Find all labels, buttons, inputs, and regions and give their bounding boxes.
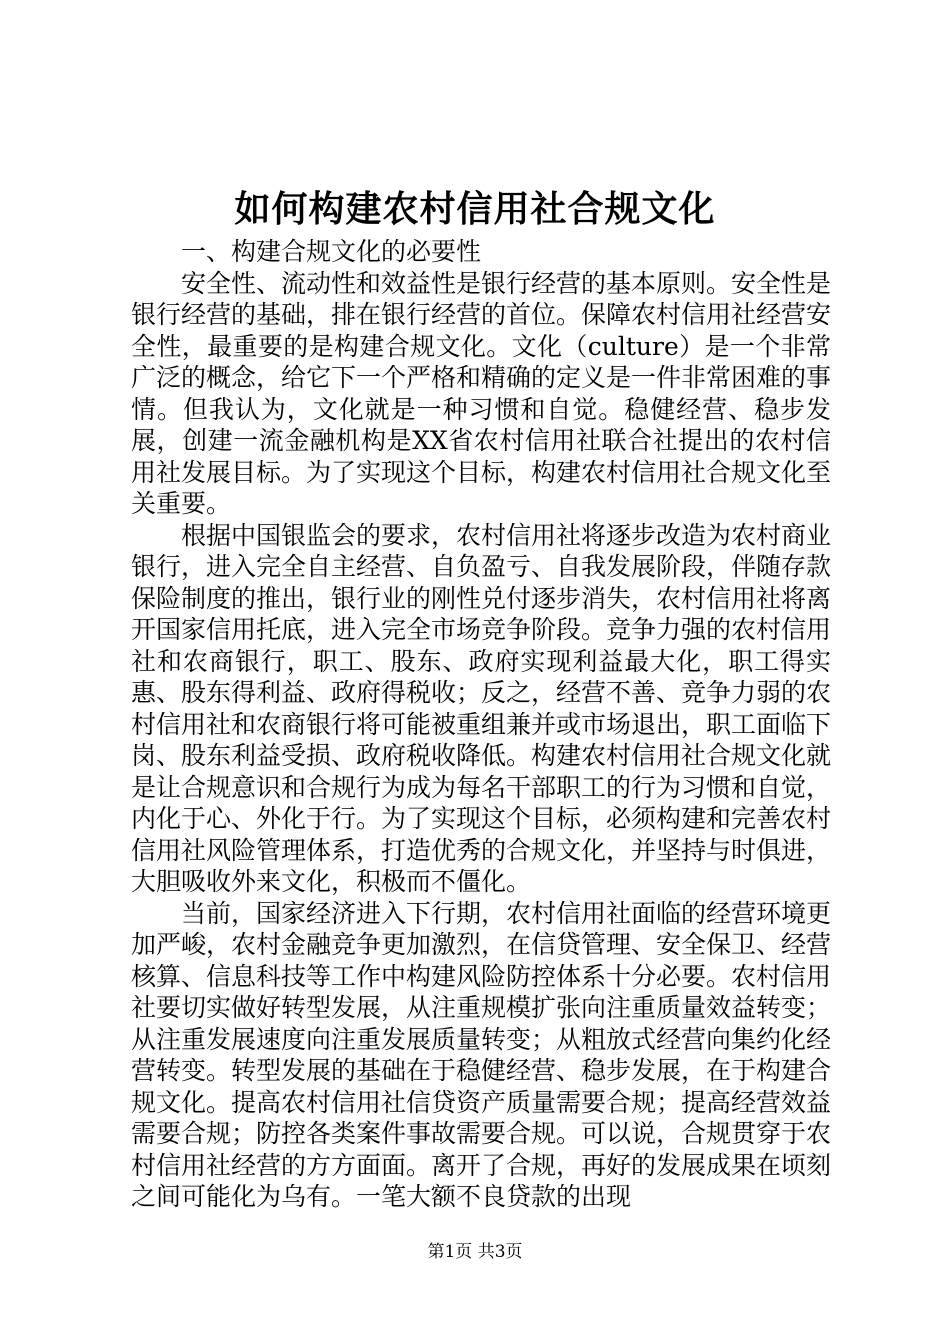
page-footer: 第1页 共3页 (427, 1242, 523, 1262)
paragraph-1: 安全性、流动性和效益性是银行经营的基本原则。安全性是银行经营的基础，排在银行经营的首位。保障农村信用社经营安全性，最重要的是构建合规文化。文化（culture）是一个非常广泛的概念，给它下一个严格和精确的定义是一件非常困难的事情。但我认为，文化就是一种习惯和自觉。稳健经营、稳步发展，创建一流金融机构是XX省农村信用社联合社提出的农村信用社发展目标。为了实现这个目标，构建农村信用社合规文化至关重要。 (131, 268, 832, 518)
paragraph-2: 根据中国银监会的要求，农村信用社将逐步改造为农村商业银行，进入完全自主经营、自负盈亏、自我发展阶段，伴随存款保险制度的推出，银行业的刚性兑付逐步消失，农村信用社将离开国家信用托底，进入完全市场竞争阶段。竞争力强的农村信用社和农商银行，职工、股东、政府实现利益最大化，职工得实惠、股东得利益、政府得税收；反之，经营不善、竞争力弱的农村信用社和农商银行将可能被重组兼并或市场退出，职工面临下岗、股东利益受损、政府税收降低。构建农村信用社合规文化就是让合规意识和合规行为成为每名干部职工的行为习惯和自觉，内化于心、外化于行。为了实现这个目标，必须构建和完善农村信用社风险管理体系，打造优秀的合规文化，并坚持与时俱进，大胆吸收外来文化，积极而不僵化。 (131, 520, 832, 896)
document-body (131, 236, 831, 1213)
section-heading: 一、构建合规文化的必要性 (181, 237, 482, 266)
document-title: 如何构建农村信用社合规文化 (234, 188, 716, 230)
paragraph-3: 当前，国家经济进入下行期，农村信用社面临的经营环境更加严峻，农村金融竞争更加激烈，在信贷管理、安全保卫、经营核算、信息科技等工作中构建风险防控体系十分必要。农村信用社要切实做好转型发展，从注重规模扩张向注重质量效益转变；从注重发展速度向注重发展质量转变；从粗放式经营向集约化经营转变。转型发展的基础在于稳健经营、稳步发展，在于构建合规文化。提高农村信用社信贷资产质量需要合规；提高经营效益需要合规；防控各类案件事故需要合规。可以说，合规贯穿于农村信用社经营的方方面面。离开了合规，再好的发展成果在顷刻之间可能化为乌有。一笔大额不良贷款的出现 (131, 898, 832, 1211)
